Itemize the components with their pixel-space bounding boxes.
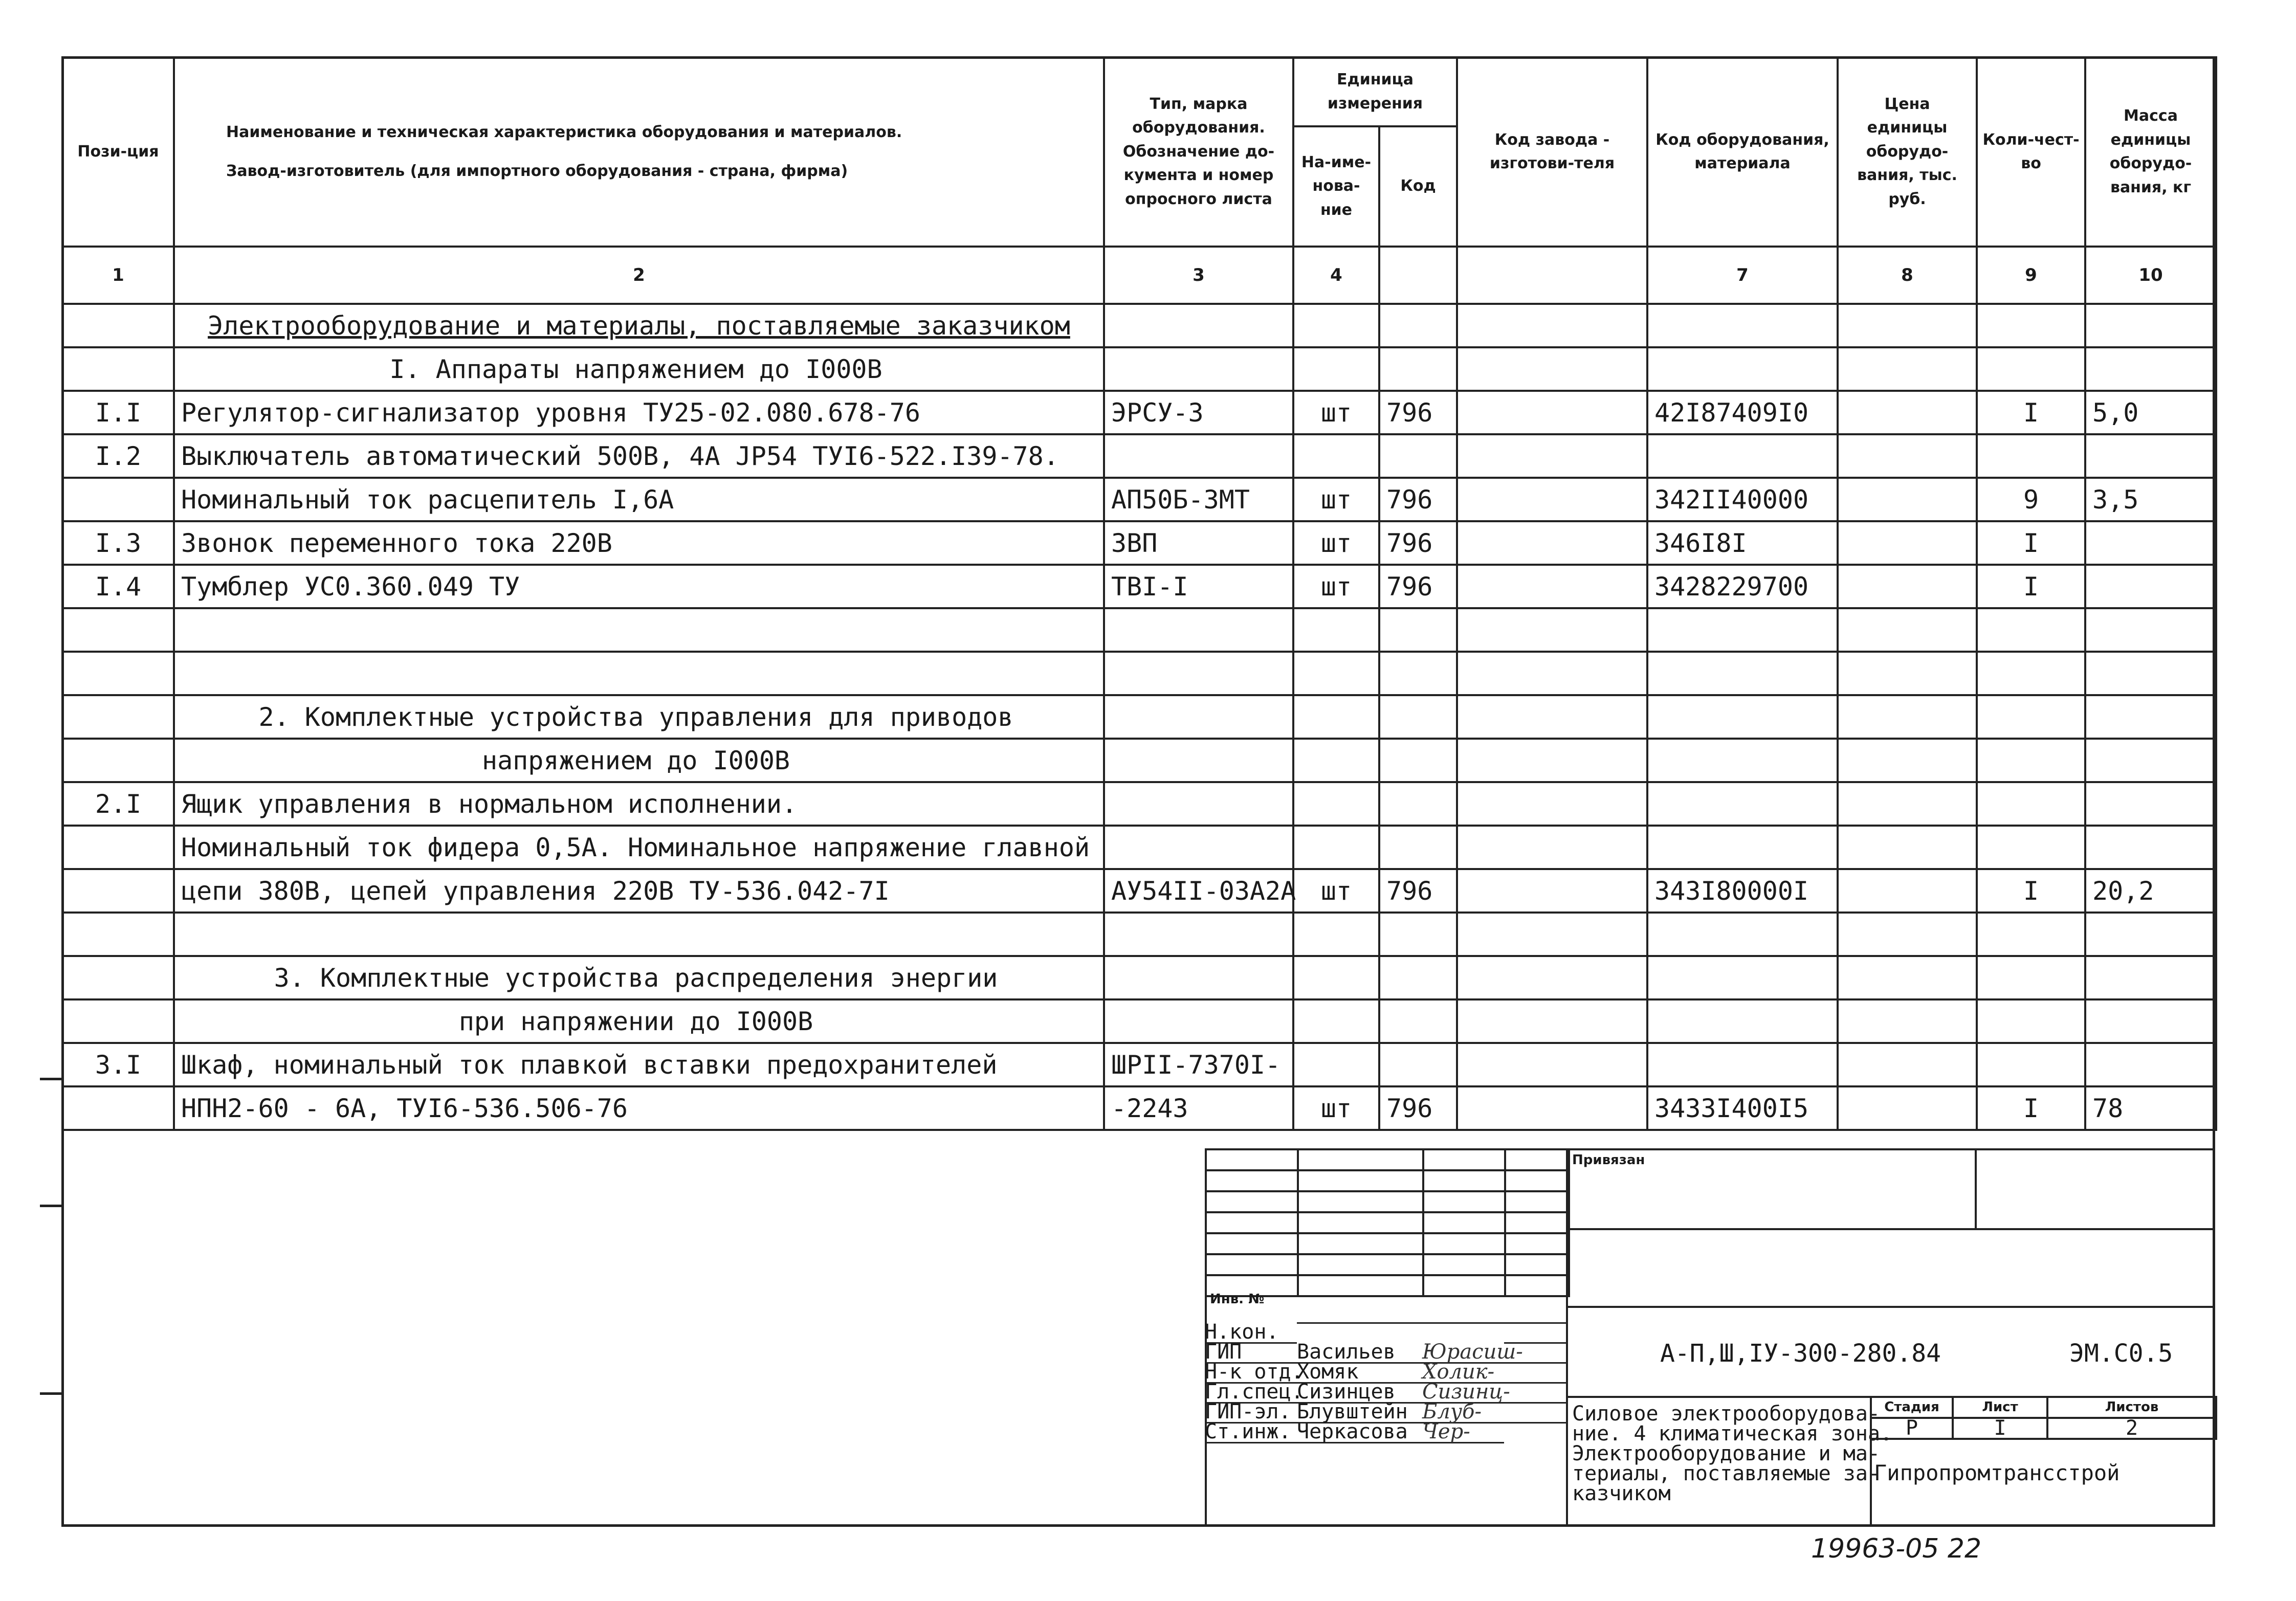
date-cell [1504, 1342, 1568, 1344]
empty-cell [1457, 913, 1647, 956]
signature-empty [1422, 1322, 1504, 1324]
empty-cell [1104, 652, 1293, 695]
plant-code [1457, 1086, 1647, 1130]
revision-cell [1423, 1149, 1505, 1170]
price [1838, 782, 1977, 826]
empty-cell [1977, 608, 2085, 652]
signature: Сизинц- [1422, 1380, 1510, 1404]
colnum-6 [1457, 247, 1647, 304]
revision-cell [1206, 1212, 1298, 1233]
equipment-code: 346I8I [1647, 521, 1838, 565]
blank-row [62, 913, 2216, 956]
position [62, 1086, 174, 1130]
sheet-label: Лист [1953, 1397, 2047, 1418]
date-cell [1504, 1402, 1568, 1404]
date-cell [1504, 1362, 1568, 1364]
person-name: Блувштейн [1297, 1402, 1422, 1424]
header-description: Наименование и техническая характеристика оборудования и материалов. Завод-изготовитель (для импортного оборудования - страна, фирма) [174, 57, 1104, 247]
equipment-code: 3428229700 [1647, 565, 1838, 608]
document-title-line: ние. 4 климатическая зона. [1572, 1422, 1893, 1446]
revision-cell [1206, 1170, 1298, 1191]
plant-code [1457, 565, 1647, 608]
empty-cell [174, 913, 1104, 956]
empty-cell [2085, 347, 2216, 391]
document-title [1572, 1404, 1892, 1504]
empty-cell [1838, 913, 1977, 956]
empty-cell [1457, 956, 1647, 999]
item-name: Регулятор-сигнализатор уровня ТУ25-02.080.678-76 [174, 391, 1104, 434]
revision-cell [1505, 1212, 1569, 1233]
revision-grid [1205, 1148, 1570, 1297]
unit-code: 796 [1379, 521, 1457, 565]
position [62, 478, 174, 521]
mass: 78 [2085, 1086, 2216, 1130]
empty-cell [1838, 608, 1977, 652]
empty-cell [1647, 956, 1838, 999]
table-row [62, 1086, 2216, 1130]
section-row [62, 999, 2216, 1043]
item-name: Выключатель автоматический 500В, 4А JР54 ТУI6-522.I39-78. [174, 434, 1104, 478]
unit-code: 796 [1379, 869, 1457, 913]
signature: Блуб- [1422, 1402, 1504, 1424]
empty-cell [1838, 739, 1977, 782]
header-position: Пози-ция [62, 57, 174, 247]
header-unit-group: Единица измерения [1293, 57, 1457, 126]
signature: Юрасиш- [1422, 1340, 1523, 1364]
table-row [62, 521, 2216, 565]
empty-cell [1293, 347, 1379, 391]
empty-cell [1647, 913, 1838, 956]
price [1838, 521, 1977, 565]
empty-cell [1293, 695, 1379, 739]
signature: Чер- [1422, 1422, 1504, 1443]
header-unit-code: Код [1379, 126, 1457, 247]
quantity: I [1977, 869, 2085, 913]
price [1838, 565, 1977, 608]
equipment-code [1647, 826, 1838, 869]
revision-cell [1505, 1233, 1569, 1254]
item-type: ЗВП [1104, 521, 1293, 565]
empty-cell [1838, 652, 1977, 695]
quantity: I [1977, 391, 2085, 434]
section-row [62, 956, 2216, 999]
item-name: НПН2-60 - 6А, ТУI6-536.506-76 [174, 1086, 1104, 1130]
revision-cell [1298, 1275, 1423, 1296]
empty-cell [1977, 695, 2085, 739]
revision-cell [1505, 1170, 1569, 1191]
header-unit-name: На-име-нова-ние [1293, 126, 1379, 247]
stage-value: Р [1871, 1418, 1953, 1439]
margin-tick [40, 1392, 63, 1395]
empty-cell [2085, 608, 2216, 652]
table-row [62, 434, 2216, 478]
quantity [1977, 826, 2085, 869]
revision-cell [1206, 1254, 1298, 1275]
item-name: Ящик управления в нормальном исполнении. [174, 782, 1104, 826]
empty-cell [1457, 739, 1647, 782]
table-row [62, 565, 2216, 608]
empty-cell [1379, 652, 1457, 695]
revision-cell [1298, 1191, 1423, 1212]
empty-cell [1977, 347, 2085, 391]
empty-cell [62, 347, 174, 391]
table-row [62, 391, 2216, 434]
empty-cell [1293, 999, 1379, 1043]
empty-cell [62, 956, 174, 999]
position: I.2 [62, 434, 174, 478]
empty-cell [2085, 956, 2216, 999]
person-name: Васильев [1297, 1342, 1422, 1364]
item-type [1104, 782, 1293, 826]
mass: 3,5 [2085, 478, 2216, 521]
revision-cell [1505, 1191, 1569, 1212]
quantity: I [1977, 565, 2085, 608]
table-row [62, 826, 2216, 869]
empty-cell [62, 608, 174, 652]
revision-cell [1298, 1149, 1423, 1170]
plant-code [1457, 869, 1647, 913]
revision-cell [1206, 1149, 1298, 1170]
revision-cell [1505, 1275, 1569, 1296]
mass [2085, 434, 2216, 478]
empty-cell [62, 913, 174, 956]
section-title: при напряжении до I000В [174, 999, 1104, 1043]
unit-code: 796 [1379, 1086, 1457, 1130]
section-row [62, 347, 2216, 391]
quantity: I [1977, 1086, 2085, 1130]
empty-cell [1457, 695, 1647, 739]
date-cell [1504, 1422, 1568, 1424]
empty-cell [2085, 739, 2216, 782]
empty-cell [1379, 695, 1457, 739]
item-name: Номинальный ток расцепитель I,6А [174, 478, 1104, 521]
item-type: ШРII-7370I- [1104, 1043, 1293, 1086]
privyazan-right [1975, 1148, 2215, 1230]
unit-name: шт [1293, 478, 1379, 521]
quantity [1977, 1043, 2085, 1086]
header-type: Тип, марка оборудования. Обозначение до-кумента и номер опросного листа [1104, 57, 1293, 247]
empty-cell [1457, 347, 1647, 391]
empty-cell [1104, 695, 1293, 739]
margin-tick [40, 1078, 63, 1080]
section-row [62, 739, 2216, 782]
empty-cell [2085, 695, 2216, 739]
header-equipment-code: Код оборудования, материала [1647, 57, 1838, 247]
empty-cell [1647, 739, 1838, 782]
empty-cell [1647, 608, 1838, 652]
revision-cell [1298, 1212, 1423, 1233]
role-label: Ст.инж. [1205, 1422, 1297, 1443]
equipment-code [1647, 434, 1838, 478]
unit-name: шт [1293, 869, 1379, 913]
section-row [62, 695, 2216, 739]
unit-name [1293, 1043, 1379, 1086]
document-title-line: Электрооборудование и ма- [1572, 1442, 1881, 1465]
empty-cell [62, 695, 174, 739]
empty-cell [1104, 347, 1293, 391]
item-name: Тумблер УС0.360.049 ТУ [174, 565, 1104, 608]
unit-code [1379, 782, 1457, 826]
mass [2085, 826, 2216, 869]
plant-code [1457, 826, 1647, 869]
unit-name: шт [1293, 565, 1379, 608]
plant-code [1457, 478, 1647, 521]
revision-cell [1423, 1212, 1505, 1233]
revision-cell [1298, 1170, 1423, 1191]
plant-code [1457, 434, 1647, 478]
header-mass: Масса единицы оборудо-вания, кг [2085, 57, 2216, 247]
unit-code [1379, 434, 1457, 478]
empty-cell [1838, 999, 1977, 1043]
revision-cell [1206, 1233, 1298, 1254]
role-label: ГИП-эл. [1205, 1402, 1297, 1424]
table-row [62, 1043, 2216, 1086]
item-type: -2243 [1104, 1086, 1293, 1130]
empty-cell [2085, 652, 2216, 695]
empty-cell [62, 739, 174, 782]
unit-name: шт [1293, 521, 1379, 565]
empty-cell [1293, 913, 1379, 956]
person-name: Черкасова [1297, 1422, 1422, 1443]
empty-cell [1293, 739, 1379, 782]
inv-label: Инв. № [1210, 1292, 1265, 1307]
empty-cell [1104, 608, 1293, 652]
empty-cell [1104, 956, 1293, 999]
revision-cell [1423, 1233, 1505, 1254]
role-label: Н.кон. [1205, 1322, 1297, 1344]
quantity [1977, 782, 2085, 826]
unit-name [1293, 782, 1379, 826]
empty-cell [1647, 695, 1838, 739]
table-row [62, 782, 2216, 826]
item-name: цепи 380В, цепей управления 220В ТУ-536.042-7I [174, 869, 1104, 913]
unit-code [1379, 1043, 1457, 1086]
empty-cell [1379, 739, 1457, 782]
empty-cell [2085, 913, 2216, 956]
stage-label: Стадия [1871, 1397, 1953, 1418]
sheet-value: I [1953, 1418, 2047, 1439]
mass [2085, 1043, 2216, 1086]
position [62, 826, 174, 869]
spec-title: Электрооборудование и материалы, поставляемые заказчиком [208, 310, 1070, 341]
price [1838, 478, 1977, 521]
mass: 5,0 [2085, 391, 2216, 434]
empty-cell [1647, 999, 1838, 1043]
price [1838, 1086, 1977, 1130]
header-plant-code: Код завода - изготови-теля [1457, 57, 1647, 247]
colnum-4: 4 [1293, 247, 1379, 304]
revision-cell [1206, 1191, 1298, 1212]
table-row [62, 869, 2216, 913]
empty-cell [62, 652, 174, 695]
plant-code [1457, 782, 1647, 826]
revision-cell [1505, 1254, 1569, 1275]
revision-cell [1423, 1275, 1505, 1296]
person-name: Хомяк [1297, 1362, 1422, 1384]
section-title: I. Аппараты напряжением до I000В [174, 347, 1104, 391]
empty-cell [1647, 652, 1838, 695]
sheets-value: 2 [2047, 1418, 2216, 1439]
margin-tick [40, 1205, 63, 1207]
equipment-code: 3433I400I5 [1647, 1086, 1838, 1130]
item-type: АУ54II-03А2А [1104, 869, 1293, 913]
unit-code: 796 [1379, 391, 1457, 434]
empty-cell [1104, 739, 1293, 782]
price [1838, 434, 1977, 478]
position: I.4 [62, 565, 174, 608]
empty-cell [62, 999, 174, 1043]
quantity [1977, 434, 2085, 478]
equipment-code: 42I87409I0 [1647, 391, 1838, 434]
price [1838, 869, 1977, 913]
empty-cell [1977, 999, 2085, 1043]
section-title: 2. Комплектные устройства управления для приводов [174, 695, 1104, 739]
empty-cell [174, 652, 1104, 695]
position: I.I [62, 391, 174, 434]
colnum-1: 1 [62, 247, 174, 304]
blank-row [62, 652, 2216, 695]
signature: Холик- [1422, 1362, 1504, 1384]
colnum-9: 9 [1977, 247, 2085, 304]
unit-code [1379, 826, 1457, 869]
empty-cell [1379, 608, 1457, 652]
empty-cell [1379, 956, 1457, 999]
role-label: ГИП [1205, 1342, 1297, 1364]
equipment-code [1647, 1043, 1838, 1086]
unit-name: шт [1293, 1086, 1379, 1130]
mass [2085, 782, 2216, 826]
colnum-3: 3 [1104, 247, 1293, 304]
price [1838, 391, 1977, 434]
date-cell [1504, 1382, 1568, 1384]
reserved-box [1566, 1228, 2215, 1308]
archive-number: 19963-05 22 [1811, 1533, 1982, 1564]
equipment-code: 342II40000 [1647, 478, 1838, 521]
empty-cell [1379, 913, 1457, 956]
item-name: Номинальный ток фидера 0,5А. Номинальное напряжение главной [174, 826, 1104, 869]
revision-cell [1423, 1254, 1505, 1275]
empty-cell [1104, 999, 1293, 1043]
revision-cell [1423, 1191, 1505, 1212]
empty-cell [1977, 913, 2085, 956]
sheet-code: ЭМ.С0.5 [2069, 1339, 2173, 1368]
unit-name [1293, 826, 1379, 869]
plant-code [1457, 521, 1647, 565]
price [1838, 1043, 1977, 1086]
title-block [1205, 1148, 2215, 1527]
empty-cell [1838, 695, 1977, 739]
stage-table [1870, 1396, 2217, 1440]
document-title-line: Силовое электрооборудова- [1572, 1402, 1881, 1426]
empty-cell [2085, 999, 2216, 1043]
colnum-2: 2 [174, 247, 1104, 304]
item-type: ТВI-I [1104, 565, 1293, 608]
item-type: ЭРСУ-3 [1104, 391, 1293, 434]
empty-cell [1104, 913, 1293, 956]
organization: Гипропромтрансстрой [1874, 1460, 2120, 1485]
empty-cell [1293, 652, 1379, 695]
revision-cell [1298, 1254, 1423, 1275]
unit-code: 796 [1379, 478, 1457, 521]
date-cell [1504, 1322, 1568, 1324]
empty-cell [174, 608, 1104, 652]
role-label: Н-к отд. [1205, 1360, 1304, 1384]
empty-cell [1838, 956, 1977, 999]
empty-cell [1457, 608, 1647, 652]
empty-cell [1457, 999, 1647, 1043]
person-name [1297, 1322, 1422, 1324]
quantity: 9 [1977, 478, 2085, 521]
equipment-code: 343I80000I [1647, 869, 1838, 913]
position: 3.I [62, 1043, 174, 1086]
role-label: Гл.спец. [1205, 1380, 1304, 1404]
empty-cell [1379, 347, 1457, 391]
item-type [1104, 434, 1293, 478]
empty-cell [1977, 956, 2085, 999]
quantity: I [1977, 521, 2085, 565]
revision-cell [1505, 1149, 1569, 1170]
revision-cell [1423, 1170, 1505, 1191]
position: I.3 [62, 521, 174, 565]
table-row [62, 478, 2216, 521]
colnum-8: 8 [1838, 247, 1977, 304]
project-code: А-П,Ш,IУ-300-280.84 [1660, 1339, 1941, 1368]
document-title-line: казчиком [1572, 1482, 1671, 1505]
item-name: Звонок переменного тока 220В [174, 521, 1104, 565]
item-type [1104, 826, 1293, 869]
position: 2.I [62, 782, 174, 826]
position [62, 869, 174, 913]
mass: 20,2 [2085, 869, 2216, 913]
unit-name: шт [1293, 391, 1379, 434]
mass [2085, 565, 2216, 608]
section-title: 3. Комплектные устройства распределения энергии [174, 956, 1104, 999]
empty-cell [1977, 739, 2085, 782]
colnum-5 [1379, 247, 1457, 304]
revision-cell [1298, 1233, 1423, 1254]
empty-cell [1293, 608, 1379, 652]
unit-code: 796 [1379, 565, 1457, 608]
empty-cell [1457, 652, 1647, 695]
specification-table [61, 56, 2217, 1131]
header-quantity: Коли-чест-во [1977, 57, 2085, 247]
equipment-code [1647, 782, 1838, 826]
title-row [62, 304, 2216, 347]
empty-cell [1838, 347, 1977, 391]
empty-cell [1379, 999, 1457, 1043]
sheets-label: Листов [2047, 1397, 2216, 1418]
blank-row [62, 608, 2216, 652]
header-price: Цена единицы оборудо-вания, тыс. руб. [1838, 57, 1977, 247]
plant-code [1457, 391, 1647, 434]
plant-code [1457, 1043, 1647, 1086]
section-title: напряжением до I000В [174, 739, 1104, 782]
colnum-10: 10 [2085, 247, 2216, 304]
colnum-7: 7 [1647, 247, 1838, 304]
mass [2085, 521, 2216, 565]
empty-cell [1293, 956, 1379, 999]
document-title-line: териалы, поставляемые за- [1572, 1462, 1881, 1485]
item-type: АП50Б-3МТ [1104, 478, 1293, 521]
empty-cell [1977, 652, 2085, 695]
person-name: Сизинцев [1297, 1382, 1422, 1404]
price [1838, 826, 1977, 869]
item-name: Шкаф, номинальный ток плавкой вставки предохранителей [174, 1043, 1104, 1086]
privyazan-label: Привязан [1572, 1152, 1645, 1168]
empty-cell [1647, 347, 1838, 391]
unit-name [1293, 434, 1379, 478]
